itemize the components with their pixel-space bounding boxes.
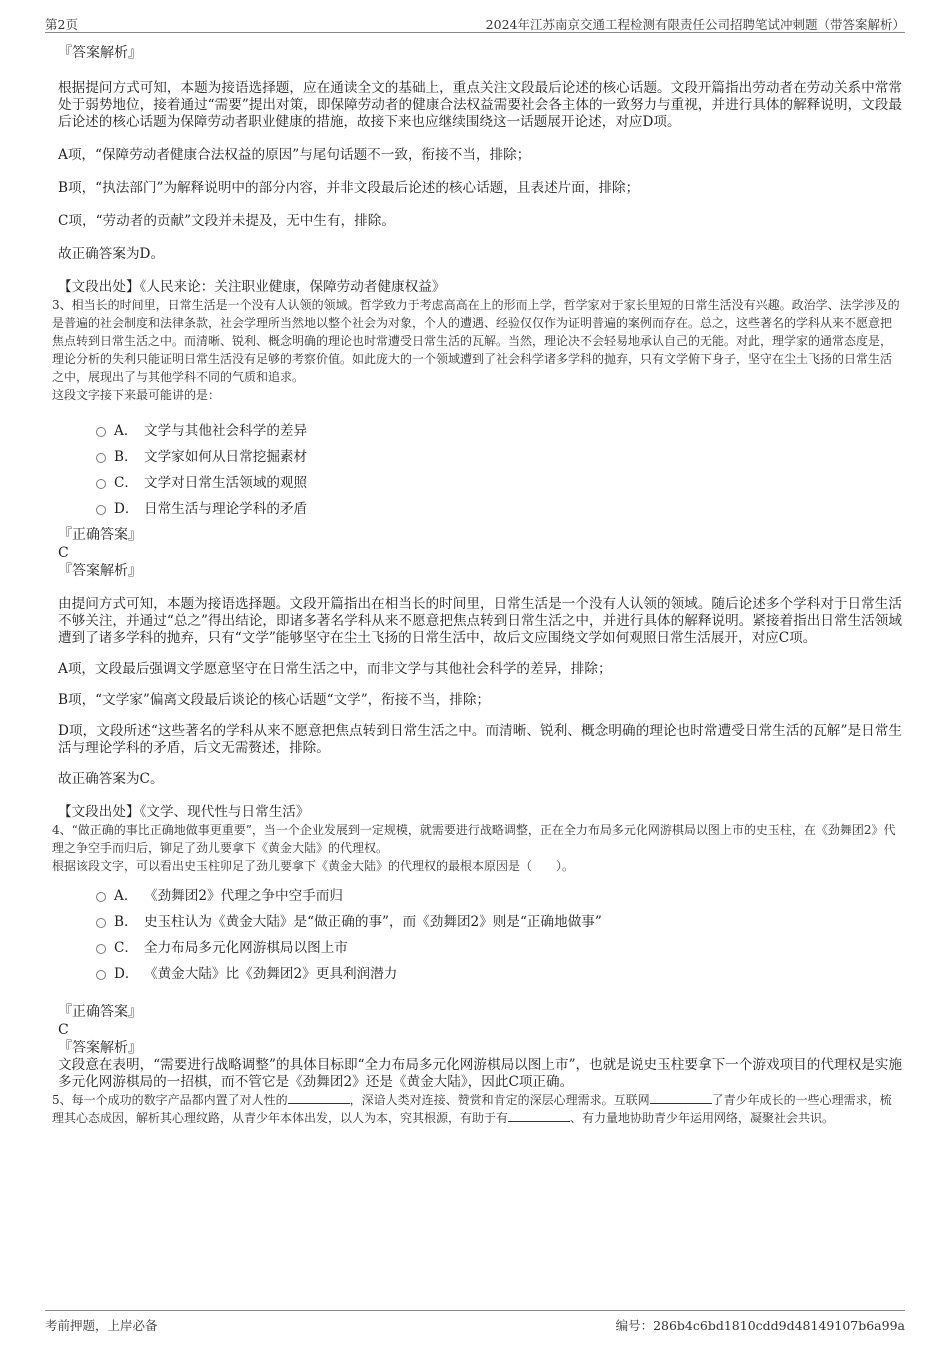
option-c[interactable]: C． 全力布局多元化网游棋局以图上市 [96, 933, 902, 959]
fill-blank-3[interactable] [508, 1109, 570, 1122]
analysis-text: 文段意在表明，“需要进行战略调整”的具体目标即“全力布局多元化网游棋局以图上市”，也就是说史玉柱要拿下一个游戏项目的代理权是实施多元化网游棋局的一招棋，而不管它是《劲舞团2》还是《黄金大陆》，因此C项正确。 [58, 1057, 902, 1090]
option-d-explanation: D项，文段所述“这些著名的学科从来不愿意把焦点转到日常生活之中。而清晰、锐利、概念明确的理论也时常遭受日常生活的瓦解”是日常生活与理论学科的矛盾，后文无需赘述，排除。 [58, 723, 902, 756]
document-title: 2024年江苏南京交通工程检测有限责任公司招聘笔试冲刺题（带答案解析） [485, 17, 905, 32]
source: 【文段出处】《文学、现代性与日常生活》 [58, 804, 310, 820]
option-a-explanation: A项，文段最后强调文学愿意坚守在日常生活之中，而非文学与其他社会科学的差异，排除； [58, 661, 612, 677]
question-3-text: 3、相当长的时间里，日常生活是一个没有人认领的领域。哲学致力于考虑高高在上的形而上学，哲学家对于家长里短的日常生活没有兴趣。政治学、法学涉及的是普遍的社会制度和法律条款，社会学理所当然地以整个社会为对象，个人的遭遇、经验仅仅作为证明普遍的案例而存在。总之，这些著名的学科从来不愿意把焦点转到日常生活之中。而清晰、锐利、概念明确的理论也时常遭受日常生活的瓦解。当然，理论决不会轻易地承认自己的无能。对此，理学家的通常态度是，理论分析的失利只能证明日常生活没有足够的考察价值。如此庞大的一个领域遭到了社会科学诸多学科的抛弃，只有文学俯下身子，坚守在尘土飞扬的日常生活之中，展现出了与其他学科不同的气质和追求。 [52, 298, 900, 384]
question-4-text: 4、“做正确的事比正确地做事更重要”，当一个企业发展到一定规模，就需要进行战略调整，正在全力布局多元化网游棋局以图上市的史玉柱，在《劲舞团2》代理之争空手而归后，铆足了劲儿要拿下《黄金大陆》的代理权。 [52, 823, 896, 855]
analysis-label: 『答案解析』 [58, 1040, 142, 1056]
analysis-text: 根据提问方式可知，本题为接语选择题，应在通读全文的基础上，重点关注文段最后论述的核心话题。文段开篇指出劳动者在劳动关系中常常处于弱势地位，接着通过“需要”提出对策，即保障劳动者的健康合法权益需要社会各主体的一致努力与重视，并进行具体的解释说明，文段最后论述的核心话题为保障劳动者职业健康的措施，故接下来也应继续围绕这一话题展开论述，对应D项。 [58, 80, 902, 130]
conclusion: 故正确答案为C。 [58, 771, 164, 787]
option-d[interactable]: D． 日常生活与理论学科的矛盾 [96, 494, 902, 520]
analysis-text: 由提问方式可知，本题为接语选择题。文段开篇指出在相当长的时间里，日常生活是一个没有人认领的领域。随后论述多个学科对于日常生活不够关注，并通过“总之”得出结论，即诸多著名学科从来不愿意把焦点转到日常生活之中，并进行具体的解释说明。紧接着指出日常生活领域遭到了诸多学科的抛弃，只有“文学”能够坚守在尘土飞扬的日常生活中，故后文应围绕文学如何观照日常生活展开，对应C项。 [58, 596, 902, 646]
radio-icon[interactable] [96, 918, 106, 928]
fill-blank-1[interactable] [288, 1091, 350, 1104]
radio-icon[interactable] [96, 505, 106, 515]
conclusion: 故正确答案为D。 [58, 246, 165, 262]
question-4-prompt: 根据该段文字，可以看出史玉柱卯足了劲儿要拿下《黄金大陆》的代理权的最根本原因是（ ）。 [52, 859, 575, 873]
option-b[interactable]: B． 文学家如何从日常挖掘素材 [96, 442, 902, 468]
radio-icon[interactable] [96, 479, 106, 489]
question-3-prompt: 这段文字接下来最可能讲的是： [52, 388, 221, 402]
correct-answer: C [58, 1022, 69, 1038]
page-footer [45, 1310, 905, 1333]
option-c-explanation: C项，“劳动者的贡献”文段并未提及，无中生有，排除。 [58, 213, 395, 229]
document-id: 编号：286b4c6bd1810cdd9d48149107b6a99a [615, 1318, 905, 1333]
option-a[interactable]: A． 《劲舞团2》代理之争中空手而归 [96, 881, 902, 907]
radio-icon[interactable] [96, 944, 106, 954]
radio-icon[interactable] [96, 892, 106, 902]
fill-blank-2[interactable] [650, 1091, 712, 1104]
correct-answer-label: 『正确答案』 [58, 1004, 142, 1020]
page-header [45, 12, 905, 33]
correct-answer: C [58, 545, 69, 561]
option-d[interactable]: D． 《黄金大陆》比《劲舞团2》更具利润潜力 [96, 959, 902, 985]
analysis-label: 『答案解析』 [58, 45, 142, 61]
radio-icon[interactable] [96, 970, 106, 980]
correct-answer-label: 『正确答案』 [58, 527, 142, 543]
footer-slogan: 考前押题，上岸必备 [45, 1318, 158, 1333]
analysis-label: 『答案解析』 [58, 563, 142, 579]
radio-icon[interactable] [96, 453, 106, 463]
source: 【文段出处】《人民来论：关注职业健康，保障劳动者健康权益》 [58, 279, 446, 295]
page-content [52, 44, 902, 1127]
page-number: 第2页 [45, 17, 78, 32]
question-4-options [96, 881, 902, 985]
option-a[interactable]: A． 文学与其他社会科学的差异 [96, 416, 902, 442]
question-3-options [96, 416, 902, 520]
option-b-explanation: B项，“执法部门”为解释说明中的部分内容，并非文段最后论述的核心话题，且表述片面，排除； [58, 180, 640, 196]
option-b-explanation: B项，“文学家”偏离文段最后谈论的核心话题“文学”，衔接不当，排除； [58, 692, 491, 708]
question-5-text: 5、每一个成功的数字产品都内置了对人性的 ，深谙人类对连接、赞赏和肯定的深层心理需求。互联网 了青少年成长的一些心理需求，梳理其心态成因，解析其心理纹路，从青少年本体出发，以人为本，究其根源，有助于有 、有力量地协助青少年运用网络，凝聚社会共识。 [52, 1093, 892, 1125]
option-a-explanation: A项，“保障劳动者健康合法权益的原因”与尾句话题不一致，衔接不当，排除； [58, 147, 531, 163]
option-c[interactable]: C． 文学对日常生活领域的观照 [96, 468, 902, 494]
radio-icon[interactable] [96, 427, 106, 437]
option-b[interactable]: B． 史玉柱认为《黄金大陆》是“做正确的事”，而《劲舞团2》则是“正确地做事” [96, 907, 902, 933]
